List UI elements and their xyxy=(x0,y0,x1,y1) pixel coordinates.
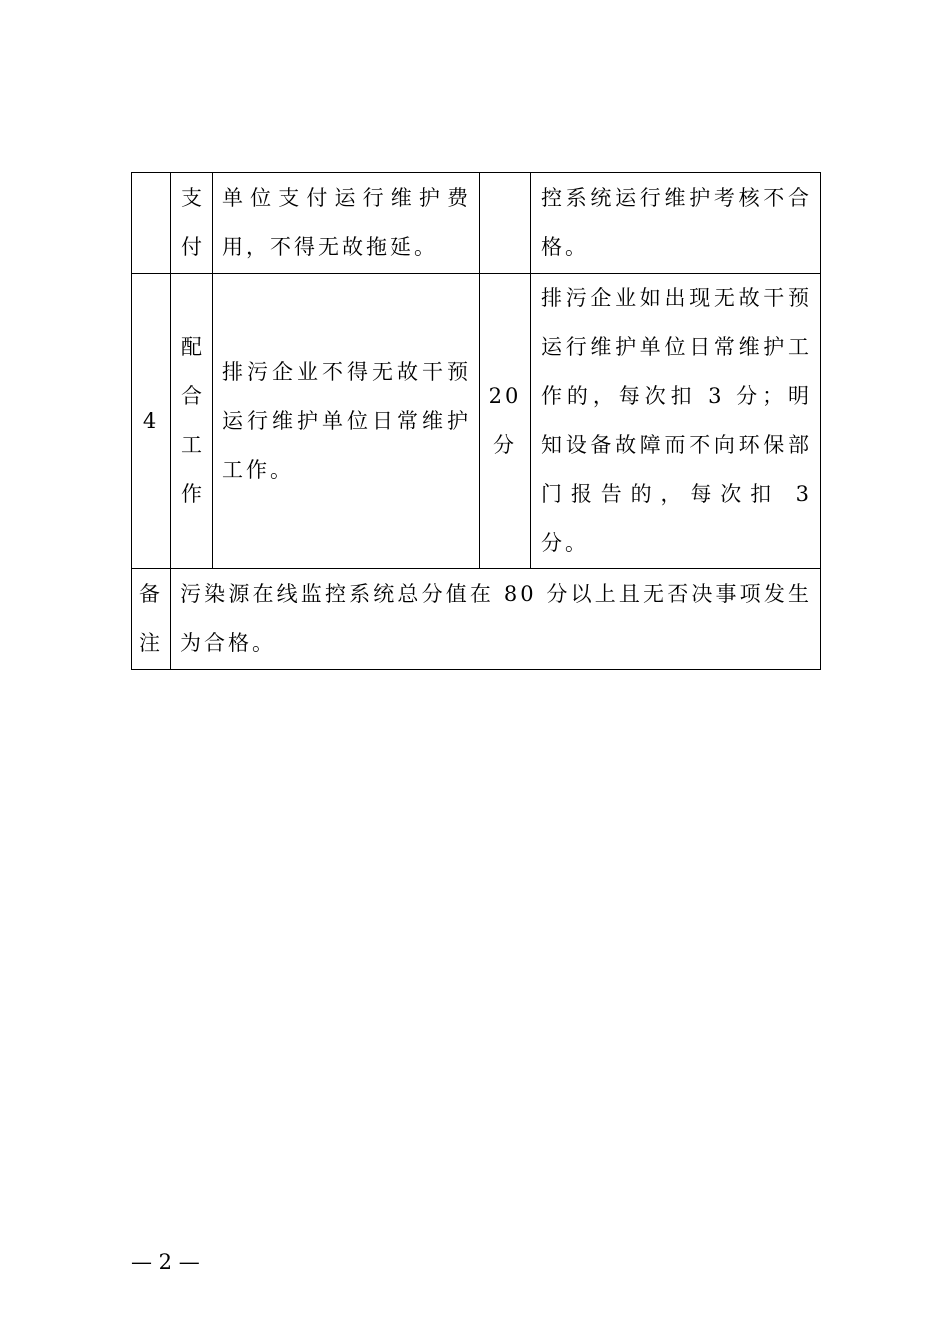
remark-label-cell xyxy=(132,569,171,670)
table-row xyxy=(132,173,821,274)
standard-cell: 控系统运行维护考核不合格。 xyxy=(531,173,821,274)
score-cell xyxy=(480,274,531,569)
item-name-char: 作 xyxy=(181,482,202,506)
page-number: — 2 — xyxy=(131,1250,200,1274)
content-cell: 单位支付运行维护费用，不得无故拖延。 xyxy=(213,173,480,274)
standard-cell: 排污企业如出现无故干预运行维护单位日常维护工作的，每次扣 3 分；明知设备故障而不向环保部门报告的，每次扣 3 分。 xyxy=(531,274,821,569)
item-name-cell xyxy=(171,274,213,569)
remark-row xyxy=(132,569,821,670)
assessment-table xyxy=(131,172,821,670)
item-name-char: 配 xyxy=(181,335,202,359)
score-cell xyxy=(480,173,531,274)
remark-text-cell: 污染源在线监控系统总分值在 80 分以上且无否决事项发生为合格。 xyxy=(171,569,821,670)
item-name-char: 工 xyxy=(181,433,202,457)
remark-label-char: 注 xyxy=(139,631,163,655)
item-name-char: 支 xyxy=(181,186,202,210)
item-name-char: 合 xyxy=(181,384,202,408)
score-value: 20 xyxy=(488,384,522,408)
table-row xyxy=(132,274,821,569)
remark-label-char: 备 xyxy=(139,582,163,606)
content-cell: 排污企业不得无故干预运行维护单位日常维护工作。 xyxy=(213,274,480,569)
item-name-cell xyxy=(171,173,213,274)
row-number-cell xyxy=(132,173,171,274)
item-name-char: 付 xyxy=(181,235,202,259)
score-unit: 分 xyxy=(493,433,517,457)
row-number-cell: 4 xyxy=(132,274,171,569)
